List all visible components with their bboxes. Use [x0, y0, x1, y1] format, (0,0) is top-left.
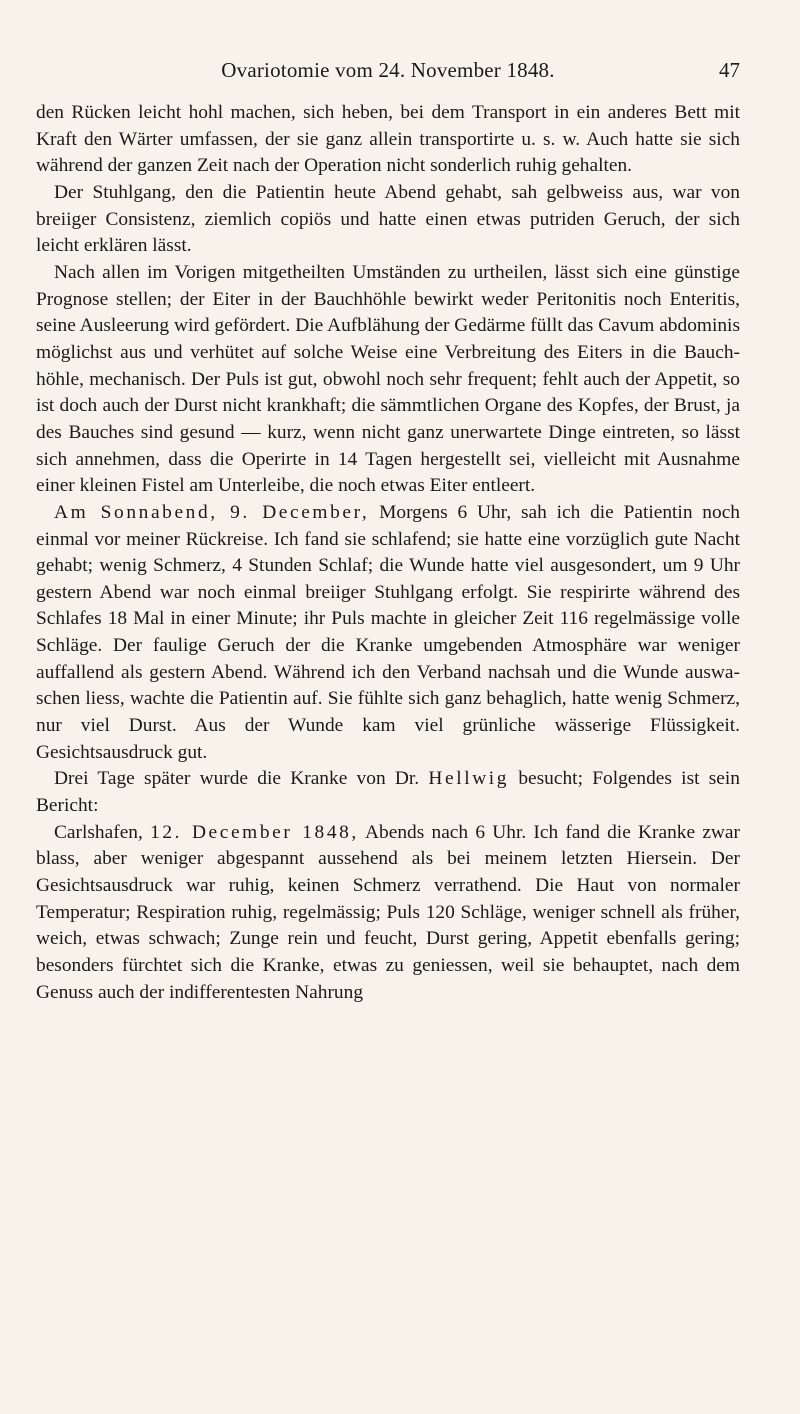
paragraph-5-text-before: Drei Tage später wurde die Kranke von Dr.: [54, 768, 429, 790]
person-name-emphasis: Hellwig: [428, 768, 510, 790]
paragraph-6-place: Carlshafen,: [54, 821, 151, 843]
paragraph-4: [36, 500, 740, 767]
paragraph-6-text: Abends nach 6 Uhr. Ich fand die Kranke zwar blass, aber weniger abgespannt aussehend als bei meinem letzten Hiersein. Der Gesichtsausdruck war ruhig, keinen Schmerz verrathend. Die Haut von normaler Temperatur; Respiration ruhig, regelmässig; Puls 120 Schläge, weniger schnell als früher, weich, etwas schwach; Zunge rein und feucht, Durst gering, Appetit ebenfalls gering; besonders fürchtet sich die Kranke, etwas zu geniessen, weil sie behauptet, nach dem Genuss auch der indifferentesten Nahrung: [36, 821, 740, 1003]
paragraph-5: [36, 766, 740, 819]
paragraph-1: den Rücken leicht hohl machen, sich heben, bei dem Transport in ein anderes Bett mit Kraft den Wärter umfassen, der sie ganz allein transportirte u. s. w. Auch hatte sie sich während der ganzen Zeit nach der Operation nicht sonderlich ruhig gehalten.: [36, 102, 740, 177]
page-number: 47: [719, 58, 740, 82]
paragraph-5-text-after: besucht; Folgendes ist sein Bericht:: [36, 768, 740, 817]
body-text: [36, 100, 740, 1006]
report-date-emphasis: 12. December 1848,: [150, 821, 359, 843]
paragraph-2: Der Stuhlgang, den die Patientin heute Abend gehabt, sah gelbweiss aus, war von breiiger Consistenz, ziemlich copiös und hatte einen etwas putriden Geruch, der sich leicht erklären lässt.: [36, 181, 740, 257]
paragraph-3: Nach allen im Vorigen mitgetheilten Umständen zu urtheilen, lässt sich eine günstige Prognose stellen; der Eiter in der Bauchhöhle bewirkt weder Peritonitis noch Enteritis, seine Ausleerung wird gefördert. Die Aufblähung der Gedärme füllt das Cavum abdominis möglichst aus und verhütet auf solche Weise eine Verbreitung des Eiters in die Bauchhöhle, mechanisch. Der Puls ist gut, obwohl noch sehr frequent; fehlt auch der Appetit, so ist doch auch der Durst nicht krankhaft; die sämmtlichen Organe des Kopfes, der Brust, ja des Bauches sind gesund — kurz, wenn nicht ganz unerwartete Dinge eintreten, so lässt sich annehmen, dass die Operirte in 14 Tagen hergestellt sei, vielleicht mit Ausnahme einer kleinen Fistel am Unterleibe, die noch etwas Eiter entleert.: [36, 261, 740, 497]
running-title: Ovariotomie vom 24. November 1848.: [221, 58, 555, 82]
date-emphasis: Am Sonnabend, 9. December,: [54, 501, 370, 523]
paragraph-6: [36, 820, 740, 1007]
paragraph-4-text: Morgens 6 Uhr, sah ich die Patientin noch einmal vor meiner Rückreise. Ich fand sie schlafend; sie hatte eine vorzüglich gute Nacht gehabt; wenig Schmerz, 4 Stunden Schlaf; die Wunde hatte viel ausgesondert, um 9 Uhr gestern Abend war noch einmal breiiger Stuhlgang erfolgt. Sie respirirte während des Schlafes 18 Mal in einer Minute; ihr Puls machte in gleicher Zeit 116 regelmässige volle Schläge. Der faulige Geruch der die Kranke umgebenden Atmosphäre war weniger auffallend als gestern Abend. Während ich den Verband nachsah und die Wunde auswaschen liess, wachte die Patientin auf. Sie fühlte sich ganz behaglich, hatte wenig Schmerz, nur viel Durst. Aus der Wunde kam viel grünliche wässerige Flüssigkeit. Gesichtsausdruck gut.: [36, 501, 740, 763]
running-head: [36, 58, 740, 88]
